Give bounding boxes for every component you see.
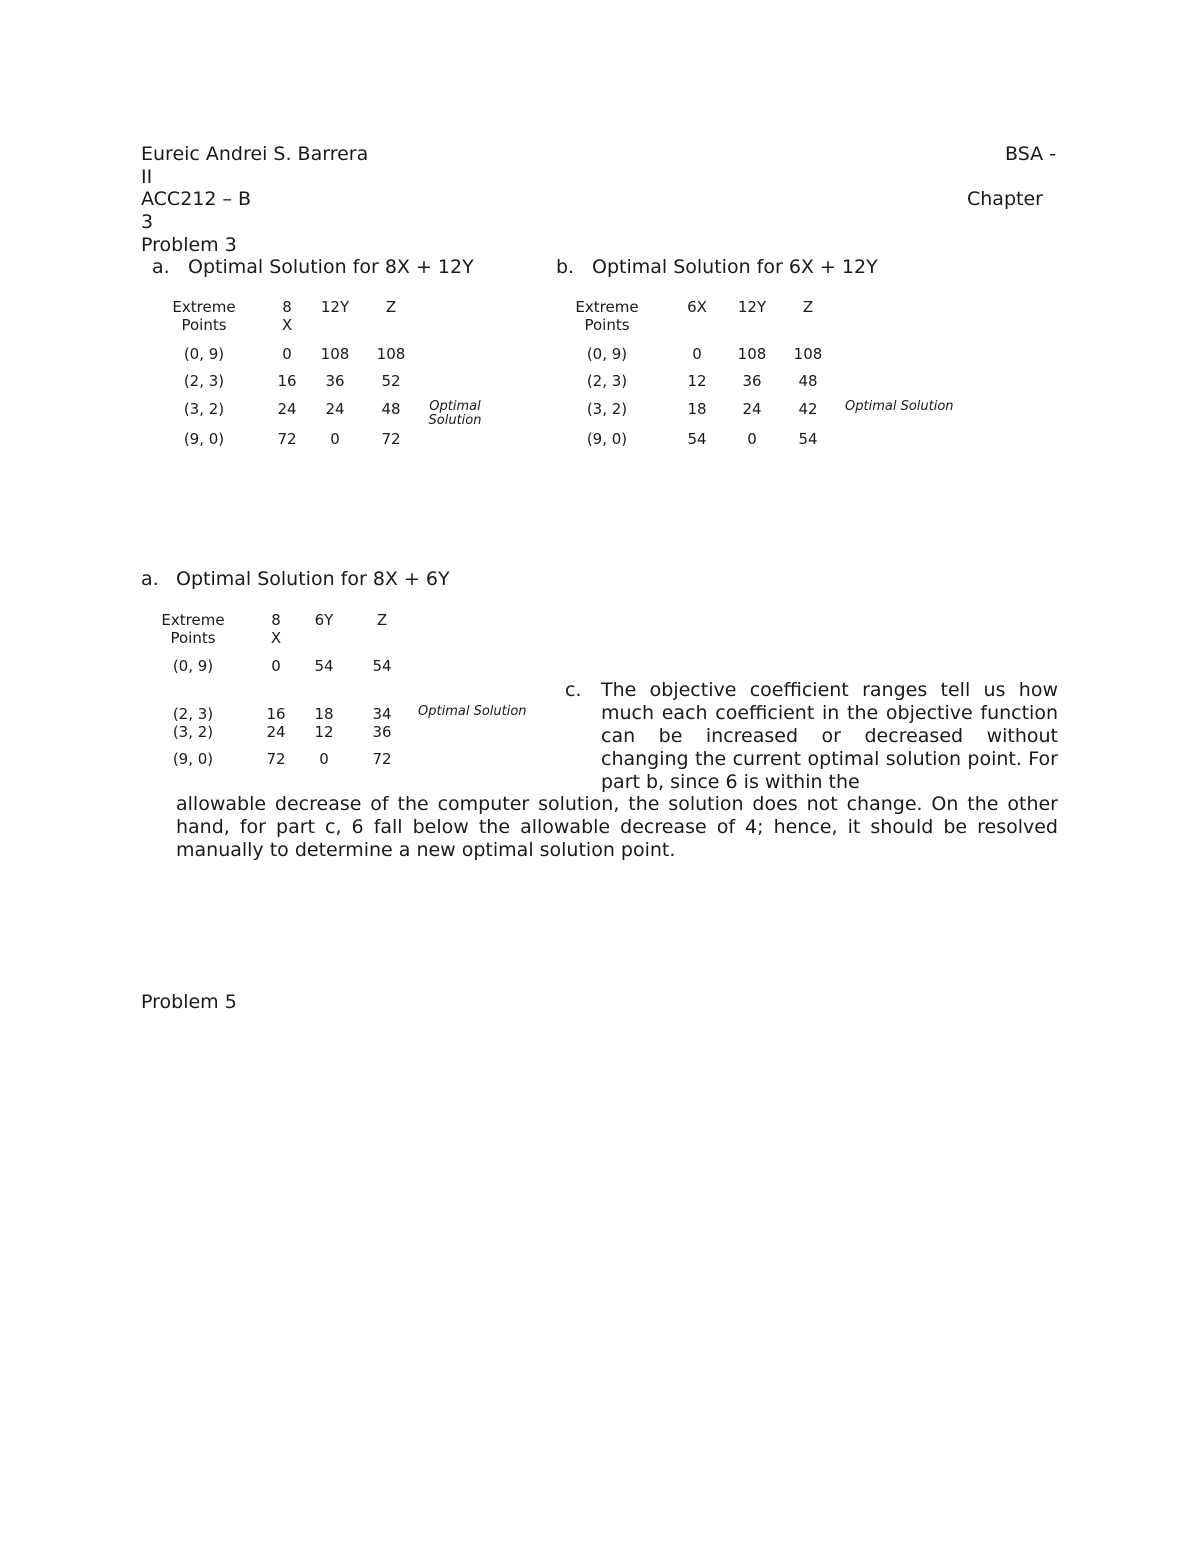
table-cell: (3, 2) bbox=[172, 723, 214, 741]
table-cell: 16 bbox=[266, 705, 286, 723]
table-cell: 36 bbox=[372, 723, 392, 741]
header-extreme-points: Extreme Points bbox=[161, 611, 225, 647]
table-cell: 0 bbox=[319, 750, 329, 768]
table-cell: 18 bbox=[687, 400, 707, 418]
optimal-solution-note: Optimal Solution bbox=[428, 399, 482, 428]
header-extreme-points: Extreme Points bbox=[575, 298, 639, 334]
header-x-term: 8 X bbox=[270, 611, 282, 647]
student-name: Eureic Andrei S. Barrera bbox=[141, 143, 369, 165]
header-y-term: 6Y bbox=[314, 611, 334, 629]
table-cell: 72 bbox=[372, 750, 392, 768]
table-cell: 12 bbox=[314, 723, 334, 741]
answer-c-label: c. bbox=[565, 679, 582, 701]
table-cell: 24 bbox=[325, 400, 345, 418]
part-a-title: Optimal Solution for 8X + 12Y bbox=[188, 256, 474, 278]
program-label: BSA - bbox=[1005, 143, 1057, 165]
header-extreme-points: Extreme Points bbox=[172, 298, 236, 334]
course-code: ACC212 – B bbox=[141, 188, 252, 210]
table-cell: 24 bbox=[266, 723, 286, 741]
table-cell: 54 bbox=[687, 430, 707, 448]
answer-c-paragraph-indented: The objective coefficient ranges tell us how much each coefficient in the objective function can be increased or decreased without changing the current optimal solution point. For part b, since 6 is within the bbox=[601, 679, 1058, 793]
table-cell: 24 bbox=[742, 400, 762, 418]
header-z: Z bbox=[385, 298, 397, 316]
table-cell: 34 bbox=[372, 705, 392, 723]
table-cell: 108 bbox=[320, 345, 350, 363]
header-y-term: 12Y bbox=[320, 298, 350, 316]
table-cell: (3, 2) bbox=[183, 400, 225, 418]
part-c-title: Optimal Solution for 8X + 6Y bbox=[176, 568, 450, 590]
table-cell: (2, 3) bbox=[172, 705, 214, 723]
table-cell: 72 bbox=[277, 430, 297, 448]
table-cell: 42 bbox=[798, 400, 818, 418]
table-cell: (0, 9) bbox=[172, 657, 214, 675]
part-b-title: Optimal Solution for 6X + 12Y bbox=[592, 256, 878, 278]
table-cell: 48 bbox=[381, 400, 401, 418]
table-cell: (9, 0) bbox=[586, 430, 628, 448]
table-cell: 0 bbox=[330, 430, 340, 448]
table-cell: 54 bbox=[798, 430, 818, 448]
table-cell: 108 bbox=[376, 345, 406, 363]
header-x-term: 8 X bbox=[281, 298, 293, 334]
header-y-term: 12Y bbox=[737, 298, 767, 316]
table-cell: 52 bbox=[381, 372, 401, 390]
table-cell: (9, 0) bbox=[172, 750, 214, 768]
table-cell: 0 bbox=[282, 345, 292, 363]
table-cell: (0, 9) bbox=[586, 345, 628, 363]
optimal-solution-note: Optimal Solution bbox=[418, 704, 527, 719]
table-cell: 18 bbox=[314, 705, 334, 723]
table-cell: (2, 3) bbox=[183, 372, 225, 390]
header-z: Z bbox=[802, 298, 814, 316]
table-cell: 36 bbox=[325, 372, 345, 390]
problem-3-title: Problem 3 bbox=[141, 234, 237, 256]
table-cell: (0, 9) bbox=[183, 345, 225, 363]
table-cell: 54 bbox=[372, 657, 392, 675]
table-cell: 108 bbox=[793, 345, 823, 363]
table-cell: 54 bbox=[314, 657, 334, 675]
table-cell: 72 bbox=[381, 430, 401, 448]
table-cell: 36 bbox=[742, 372, 762, 390]
table-cell: 72 bbox=[266, 750, 286, 768]
answer-c-paragraph: allowable decrease of the computer solution, the solution does not change. On the other hand, for part c, 6 fall below the allowable decrease of 4; hence, it should be resolved manually to determine a new optimal solution point. bbox=[176, 793, 1058, 861]
table-cell: 16 bbox=[277, 372, 297, 390]
part-b-label: b. bbox=[556, 256, 575, 278]
part-c-label: a. bbox=[141, 568, 159, 590]
table-cell: (2, 3) bbox=[586, 372, 628, 390]
chapter-label: Chapter bbox=[967, 188, 1043, 210]
header-x-term: 6X bbox=[687, 298, 707, 316]
table-cell: 0 bbox=[271, 657, 281, 675]
table-cell: 0 bbox=[692, 345, 702, 363]
table-cell: 48 bbox=[798, 372, 818, 390]
program-level: II bbox=[141, 166, 153, 188]
table-cell: 24 bbox=[277, 400, 297, 418]
table-cell: (3, 2) bbox=[586, 400, 628, 418]
problem-5-title: Problem 5 bbox=[141, 991, 237, 1013]
chapter-number: 3 bbox=[141, 211, 154, 233]
table-cell: 108 bbox=[737, 345, 767, 363]
table-cell: (9, 0) bbox=[183, 430, 225, 448]
optimal-solution-note: Optimal Solution bbox=[845, 399, 954, 414]
table-cell: 0 bbox=[747, 430, 757, 448]
header-z: Z bbox=[376, 611, 388, 629]
part-a-label: a. bbox=[152, 256, 170, 278]
table-cell: 12 bbox=[687, 372, 707, 390]
